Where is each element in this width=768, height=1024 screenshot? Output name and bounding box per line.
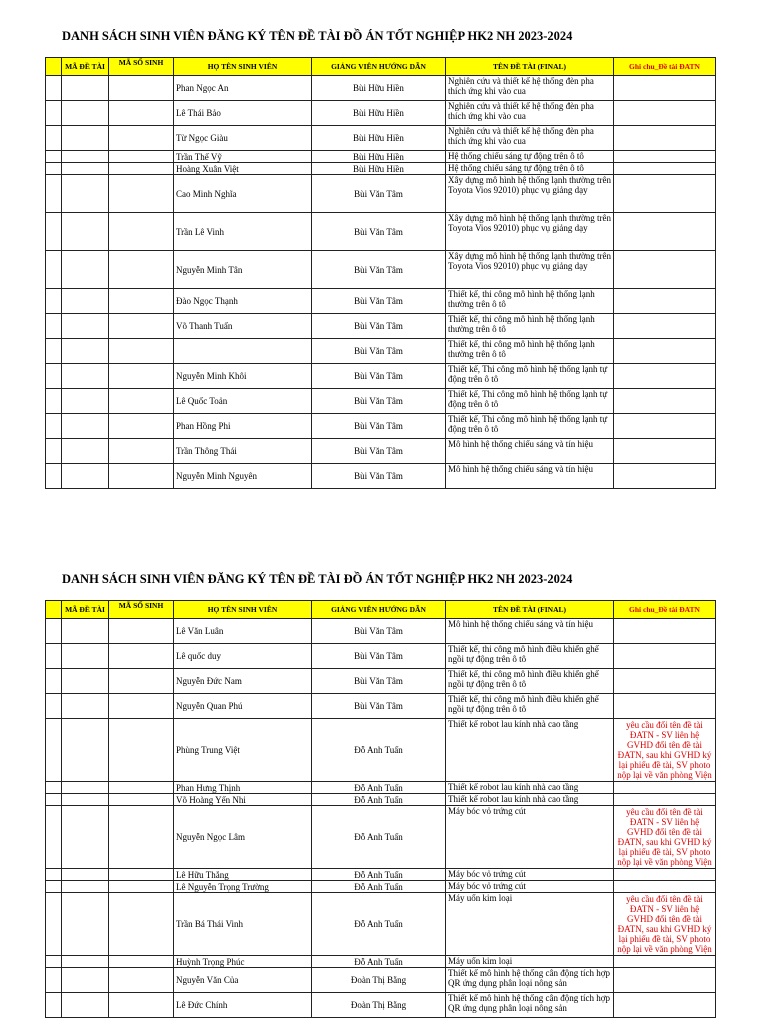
page-title: DANH SÁCH SINH VIÊN ĐĂNG KÝ TÊN ĐỀ TÀI ĐỒ ÁN TỐT NGHIỆP HK2 NH 2023-2024: [62, 572, 573, 586]
table-row: [46, 719, 716, 782]
topic-title-cell: Thiết kế, Thi công mô hình hệ thống lạnh tự động trên ô tô: [446, 364, 614, 389]
table-row: [46, 869, 716, 881]
topic-title-cell: Thiết kế robot lau kính nhà cao tầng: [446, 794, 614, 806]
student-id-cell: [109, 893, 174, 956]
note-cell: [614, 464, 716, 489]
topic-title-cell: Máy bóc vỏ trứng cút: [446, 881, 614, 893]
topic-code-cell: [62, 968, 109, 993]
student-id-cell: [109, 719, 174, 782]
topic-title-cell: Thiết kế, thi công mô hình hệ thống lạnh thường trên ô tô: [446, 289, 614, 314]
student-name-cell: Phùng Trung Việt: [174, 719, 312, 782]
student-name-cell: Đào Ngọc Thạnh: [174, 289, 312, 314]
topic-code-cell: [62, 869, 109, 881]
advisor-cell: Đỗ Anh Tuấn: [312, 719, 446, 782]
col-header-student-name: HỌ TÊN SINH VIÊN: [174, 601, 312, 619]
topic-code-cell: [62, 782, 109, 794]
index-cell: [46, 414, 62, 439]
note-cell: [614, 289, 716, 314]
table-row: [46, 213, 716, 251]
student-id-cell: [109, 439, 174, 464]
index-cell: [46, 151, 62, 163]
student-name-cell: Nguyễn Văn Của: [174, 968, 312, 993]
advisor-cell: Bùi Văn Tâm: [312, 389, 446, 414]
student-id-cell: [109, 619, 174, 644]
advisor-cell: Đoàn Thị Bằng: [312, 993, 446, 1018]
advisor-cell: Bùi Văn Tâm: [312, 669, 446, 694]
note-cell: [614, 364, 716, 389]
student-id-cell: [109, 101, 174, 126]
student-name-cell: Huỳnh Trọng Phúc: [174, 956, 312, 968]
student-name-cell: Lê Văn Luân: [174, 619, 312, 644]
table-row: [46, 694, 716, 719]
student-id-cell: [109, 126, 174, 151]
student-table: [45, 57, 716, 489]
student-name-cell: Phan Ngọc An: [174, 76, 312, 101]
table-row: [46, 669, 716, 694]
note-cell: [614, 881, 716, 893]
index-cell: [46, 993, 62, 1018]
topic-title-cell: Thiết kế, thi công mô hình hệ thống lạnh thường trên ô tô: [446, 314, 614, 339]
student-name-cell: Trần Lê Vinh: [174, 213, 312, 251]
student-id-cell: [109, 414, 174, 439]
advisor-cell: Đỗ Anh Tuấn: [312, 806, 446, 869]
col-header-note: Ghi chu_Đề tài ĐATN: [614, 601, 716, 619]
topic-title-cell: Hệ thống chiếu sáng tự động trên ô tô: [446, 163, 614, 175]
note-cell: [614, 101, 716, 126]
note-cell: yêu cầu đổi tên đề tài ĐATN - SV liên hệ GVHD đổi tên đề tài ĐATN, sau khi GVHD ký lại phiếu đề tài, SV photo nộp lại về văn phòng Viện: [614, 893, 716, 956]
index-cell: [46, 869, 62, 881]
advisor-cell: Bùi Văn Tâm: [312, 339, 446, 364]
index-cell: [46, 719, 62, 782]
index-cell: [46, 881, 62, 893]
col-header-topic-code: MÃ ĐỀ TÀI: [62, 601, 109, 619]
col-header-advisor: GIẢNG VIÊN HƯỚNG DẪN: [312, 601, 446, 619]
col-header-topic-title: TÊN ĐỀ TÀI (FINAL): [446, 58, 614, 76]
topic-code-cell: [62, 389, 109, 414]
student-id-cell: [109, 669, 174, 694]
table-row: [46, 163, 716, 175]
student-name-cell: Võ Thanh Tuấn: [174, 314, 312, 339]
student-id-cell: [109, 175, 174, 213]
header-row: [46, 58, 716, 76]
topic-code-cell: [62, 993, 109, 1018]
topic-code-cell: [62, 881, 109, 893]
student-name-cell: Từ Ngọc Giàu: [174, 126, 312, 151]
index-cell: [46, 644, 62, 669]
advisor-cell: Bùi Văn Tâm: [312, 464, 446, 489]
index-cell: [46, 464, 62, 489]
index-cell: [46, 968, 62, 993]
topic-title-cell: Thiết kế robot lau kính nhà cao tầng: [446, 719, 614, 782]
table-row: [46, 619, 716, 644]
table-row: [46, 289, 716, 314]
table-row: [46, 893, 716, 956]
topic-code-cell: [62, 289, 109, 314]
table-row: [46, 151, 716, 163]
topic-title-cell: Nghiên cứu và thiết kế hệ thống đèn pha thích ứng khi vào cua: [446, 76, 614, 101]
note-cell: [614, 993, 716, 1018]
student-name-cell: Nguyễn Ngọc Lâm: [174, 806, 312, 869]
student-name-cell: Trần Thế Vỹ: [174, 151, 312, 163]
table-row: [46, 339, 716, 364]
table-row: [46, 993, 716, 1018]
advisor-cell: Bùi Hữu Hiền: [312, 151, 446, 163]
student-id-cell: [109, 289, 174, 314]
col-header-blank: [46, 601, 62, 619]
student-name-cell: Phan Hồng Phi: [174, 414, 312, 439]
index-cell: [46, 439, 62, 464]
student-id-cell: [109, 881, 174, 893]
student-name-cell: Lê Thái Bảo: [174, 101, 312, 126]
topic-title-cell: Xây dựng mô hình hệ thống lạnh thường trên Toyota Vios 92010) phục vụ giảng dạy: [446, 251, 614, 289]
student-id-cell: [109, 314, 174, 339]
topic-code-cell: [62, 314, 109, 339]
student-name-cell: Nguyễn Quan Phú: [174, 694, 312, 719]
col-header-note: Ghi chu_Đề tài ĐATN: [614, 58, 716, 76]
topic-title-cell: Máy bóc vỏ trứng cút: [446, 869, 614, 881]
col-header-student-id: MÃ SỐ SINH: [109, 58, 174, 76]
student-name-cell: Võ Hoàng Yến Nhi: [174, 794, 312, 806]
table-row: [46, 364, 716, 389]
table-row: [46, 956, 716, 968]
topic-title-cell: Thiết kế mô hình hệ thống cân động tích hợp QR ứng dụng phân loại nông sản: [446, 993, 614, 1018]
table-row: [46, 439, 716, 464]
student-name-cell: Nguyễn Đức Nam: [174, 669, 312, 694]
table-row: [46, 464, 716, 489]
student-id-cell: [109, 694, 174, 719]
note-cell: [614, 956, 716, 968]
student-name-cell: Nguyễn Minh Khôi: [174, 364, 312, 389]
note-cell: [614, 126, 716, 151]
topic-code-cell: [62, 339, 109, 364]
table-row: [46, 968, 716, 993]
advisor-cell: Bùi Văn Tâm: [312, 414, 446, 439]
topic-code-cell: [62, 163, 109, 175]
index-cell: [46, 163, 62, 175]
topic-code-cell: [62, 76, 109, 101]
student-id-cell: [109, 869, 174, 881]
table-row: [46, 794, 716, 806]
topic-code-cell: [62, 439, 109, 464]
topic-title-cell: Xây dựng mô hình hệ thống lạnh thường trên Toyota Vios 92010) phục vụ giảng dạy: [446, 213, 614, 251]
topic-title-cell: Xây dựng mô hình hệ thống lạnh thường trên Toyota Vios 92010) phục vụ giảng dạy: [446, 175, 614, 213]
topic-title-cell: Mô hình hệ thống chiếu sáng và tín hiệu: [446, 439, 614, 464]
note-cell: [614, 869, 716, 881]
advisor-cell: Bùi Văn Tâm: [312, 644, 446, 669]
student-name-cell: Trần Thông Thái: [174, 439, 312, 464]
index-cell: [46, 101, 62, 126]
topic-code-cell: [62, 794, 109, 806]
topic-code-cell: [62, 694, 109, 719]
index-cell: [46, 669, 62, 694]
header-row: [46, 601, 716, 619]
advisor-cell: Đoàn Thị Bằng: [312, 968, 446, 993]
topic-code-cell: [62, 956, 109, 968]
student-name-cell: Lê Quốc Toản: [174, 389, 312, 414]
topic-code-cell: [62, 806, 109, 869]
index-cell: [46, 213, 62, 251]
student-name-cell: Lê Hữu Thắng: [174, 869, 312, 881]
col-header-blank: [46, 58, 62, 76]
student-id-cell: [109, 163, 174, 175]
student-name-cell: Trần Bá Thái Vinh: [174, 893, 312, 956]
student-id-cell: [109, 76, 174, 101]
note-cell: [614, 968, 716, 993]
topic-title-cell: Thiết kế, Thi công mô hình hệ thống lạnh tự động trên ô tô: [446, 389, 614, 414]
advisor-cell: Bùi Hữu Hiền: [312, 101, 446, 126]
index-cell: [46, 126, 62, 151]
advisor-cell: Bùi Văn Tâm: [312, 694, 446, 719]
student-id-cell: [109, 993, 174, 1018]
note-cell: [614, 644, 716, 669]
student-id-cell: [109, 389, 174, 414]
index-cell: [46, 893, 62, 956]
advisor-cell: Đỗ Anh Tuấn: [312, 782, 446, 794]
index-cell: [46, 339, 62, 364]
note-cell: [614, 314, 716, 339]
student-id-cell: [109, 364, 174, 389]
note-cell: [614, 669, 716, 694]
topic-code-cell: [62, 101, 109, 126]
advisor-cell: Bùi Văn Tâm: [312, 289, 446, 314]
index-cell: [46, 694, 62, 719]
topic-code-cell: [62, 213, 109, 251]
note-cell: [614, 213, 716, 251]
student-name-cell: Hoàng Xuân Việt: [174, 163, 312, 175]
student-name-cell: Nguyễn Minh Tân: [174, 251, 312, 289]
note-cell: [614, 76, 716, 101]
note-cell: [614, 694, 716, 719]
index-cell: [46, 782, 62, 794]
table-row: [46, 126, 716, 151]
advisor-cell: Đỗ Anh Tuấn: [312, 794, 446, 806]
table-row: [46, 881, 716, 893]
index-cell: [46, 794, 62, 806]
student-name-cell: [174, 339, 312, 364]
index-cell: [46, 956, 62, 968]
note-cell: [614, 251, 716, 289]
note-cell: [614, 619, 716, 644]
col-header-topic-title: TÊN ĐỀ TÀI (FINAL): [446, 601, 614, 619]
student-id-cell: [109, 339, 174, 364]
topic-title-cell: Nghiên cứu và thiết kế hệ thống đèn pha thích ứng khi vào cua: [446, 126, 614, 151]
table-row: [46, 76, 716, 101]
table-row: [46, 389, 716, 414]
student-id-cell: [109, 213, 174, 251]
student-name-cell: Lê Nguyễn Trọng Trường: [174, 881, 312, 893]
student-id-cell: [109, 806, 174, 869]
advisor-cell: Đỗ Anh Tuấn: [312, 893, 446, 956]
index-cell: [46, 175, 62, 213]
topic-title-cell: Hệ thống chiếu sáng tự động trên ô tô: [446, 151, 614, 163]
topic-code-cell: [62, 251, 109, 289]
topic-code-cell: [62, 619, 109, 644]
topic-code-cell: [62, 719, 109, 782]
index-cell: [46, 806, 62, 869]
topic-code-cell: [62, 175, 109, 213]
topic-title-cell: Mô hình hệ thống chiếu sáng và tín hiệu: [446, 619, 614, 644]
index-cell: [46, 619, 62, 644]
note-cell: [614, 439, 716, 464]
table-row: [46, 175, 716, 213]
table-row: [46, 644, 716, 669]
note-cell: [614, 389, 716, 414]
topic-title-cell: Thiết kế, thi công mô hình điều khiển ghế ngồi tự động trên ô tô: [446, 644, 614, 669]
advisor-cell: Đỗ Anh Tuấn: [312, 869, 446, 881]
advisor-cell: Bùi Hữu Hiền: [312, 163, 446, 175]
note-cell: [614, 163, 716, 175]
topic-title-cell: Thiết kế, thi công mô hình điều khiển ghế ngồi tự động trên ô tô: [446, 694, 614, 719]
advisor-cell: Bùi Văn Tâm: [312, 314, 446, 339]
advisor-cell: Bùi Văn Tâm: [312, 439, 446, 464]
topic-title-cell: Thiết kế robot lau kính nhà cao tầng: [446, 782, 614, 794]
topic-title-cell: Máy bóc vỏ trứng cút: [446, 806, 614, 869]
topic-code-cell: [62, 893, 109, 956]
index-cell: [46, 314, 62, 339]
note-cell: [614, 175, 716, 213]
topic-title-cell: Thiết kế, thi công mô hình hệ thống lạnh thường trên ô tô: [446, 339, 614, 364]
topic-title-cell: Máy uốn kim loại: [446, 956, 614, 968]
topic-code-cell: [62, 644, 109, 669]
topic-code-cell: [62, 151, 109, 163]
advisor-cell: Bùi Văn Tâm: [312, 175, 446, 213]
student-id-cell: [109, 251, 174, 289]
topic-title-cell: Mô hình hệ thống chiếu sáng và tín hiệu: [446, 464, 614, 489]
advisor-cell: Bùi Hữu Hiền: [312, 76, 446, 101]
student-name-cell: Nguyễn Minh Nguyên: [174, 464, 312, 489]
note-cell: yêu cầu đổi tên đề tài ĐATN - SV liên hệ GVHD đổi tên đề tài ĐATN, sau khi GVHD ký lại phiếu đề tài, SV photo nộp lại về văn phòng Viện: [614, 719, 716, 782]
index-cell: [46, 251, 62, 289]
student-id-cell: [109, 644, 174, 669]
note-cell: [614, 782, 716, 794]
student-name-cell: Phan Hưng Thịnh: [174, 782, 312, 794]
note-cell: [614, 794, 716, 806]
table-row: [46, 251, 716, 289]
index-cell: [46, 289, 62, 314]
student-id-cell: [109, 956, 174, 968]
student-name-cell: Lê Đức Chính: [174, 993, 312, 1018]
note-cell: yêu cầu đổi tên đề tài ĐATN - SV liên hệ GVHD đổi tên đề tài ĐATN, sau khi GVHD ký lại phiếu đề tài, SV photo nộp lại về văn phòng Viện: [614, 806, 716, 869]
topic-title-cell: Thiết kế mô hình hệ thống cân động tích hợp QR ứng dụng phân loại nông sản: [446, 968, 614, 993]
table-row: [46, 414, 716, 439]
col-header-topic-code: MÃ ĐỀ TÀI: [62, 58, 109, 76]
topic-code-cell: [62, 669, 109, 694]
topic-title-cell: Thiết kế, thi công mô hình điều khiển ghế ngồi tự động trên ô tô: [446, 669, 614, 694]
student-id-cell: [109, 968, 174, 993]
advisor-cell: Đỗ Anh Tuấn: [312, 881, 446, 893]
topic-code-cell: [62, 126, 109, 151]
advisor-cell: Bùi Văn Tâm: [312, 251, 446, 289]
table-row: [46, 101, 716, 126]
student-table: [45, 600, 716, 1018]
student-id-cell: [109, 464, 174, 489]
topic-title-cell: Thiết kế, Thi công mô hình hệ thống lạnh tự động trên ô tô: [446, 414, 614, 439]
advisor-cell: Bùi Văn Tâm: [312, 619, 446, 644]
index-cell: [46, 389, 62, 414]
student-name-cell: Lê quốc duy: [174, 644, 312, 669]
col-header-advisor: GIẢNG VIÊN HƯỚNG DẪN: [312, 58, 446, 76]
advisor-cell: Bùi Văn Tâm: [312, 364, 446, 389]
topic-code-cell: [62, 464, 109, 489]
table-row: [46, 806, 716, 869]
topic-title-cell: Nghiên cứu và thiết kế hệ thống đèn pha thích ứng khi vào cua: [446, 101, 614, 126]
note-cell: [614, 151, 716, 163]
index-cell: [46, 76, 62, 101]
col-header-student-id: MÃ SỐ SINH: [109, 601, 174, 619]
note-cell: [614, 414, 716, 439]
advisor-cell: Bùi Văn Tâm: [312, 213, 446, 251]
topic-title-cell: Máy uốn kim loại: [446, 893, 614, 956]
student-id-cell: [109, 782, 174, 794]
student-name-cell: Cao Minh Nghĩa: [174, 175, 312, 213]
topic-code-cell: [62, 364, 109, 389]
student-id-cell: [109, 151, 174, 163]
note-cell: [614, 339, 716, 364]
topic-code-cell: [62, 414, 109, 439]
table-row: [46, 782, 716, 794]
student-id-cell: [109, 794, 174, 806]
page-title: DANH SÁCH SINH VIÊN ĐĂNG KÝ TÊN ĐỀ TÀI ĐỒ ÁN TỐT NGHIỆP HK2 NH 2023-2024: [62, 29, 573, 43]
advisor-cell: Đỗ Anh Tuấn: [312, 956, 446, 968]
advisor-cell: Bùi Hữu Hiền: [312, 126, 446, 151]
index-cell: [46, 364, 62, 389]
table-row: [46, 314, 716, 339]
col-header-student-name: HỌ TÊN SINH VIÊN: [174, 58, 312, 76]
